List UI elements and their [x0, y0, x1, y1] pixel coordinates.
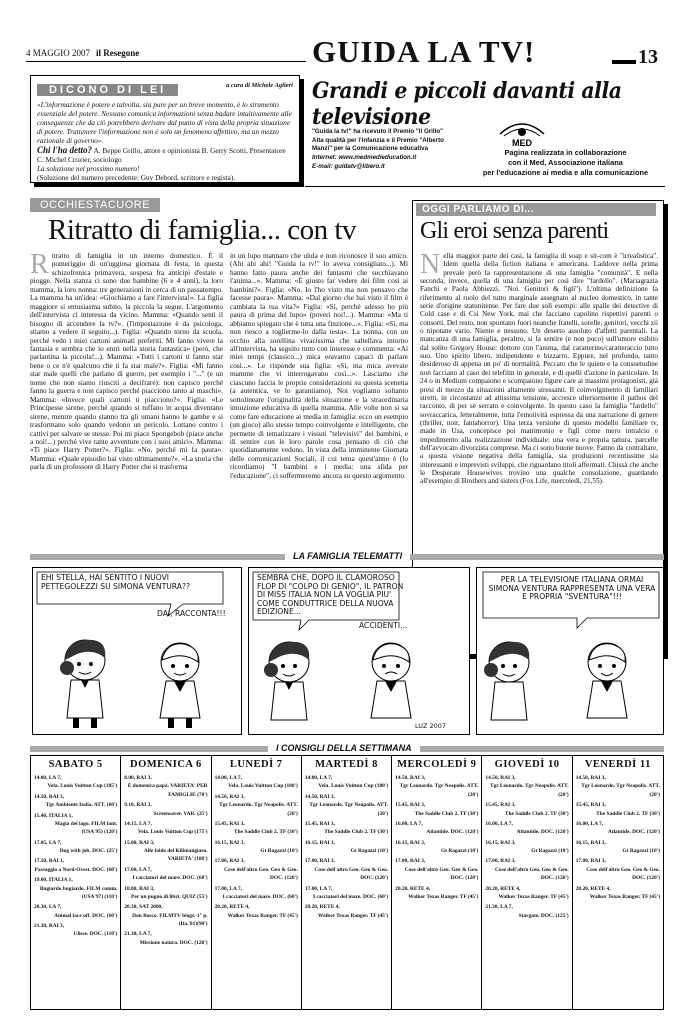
schedule-program: [485, 839, 568, 856]
program-time-channel: 14.50, RAI 3,: [34, 793, 65, 800]
dicono-prev-solution: (Soluzione del numero precedente: Guy Debord, scrittore e regista).: [37, 173, 236, 183]
program-time-channel: 20.20, RETE 4,: [304, 904, 340, 911]
program-time-channel: 20.20, RETE 4,: [395, 885, 431, 892]
program-title: Animal face off. DOC. (60'): [54, 912, 118, 919]
schedule-day-column: [482, 756, 572, 1009]
program-title: Vela. Louis Vuitton Cup (180'): [318, 783, 389, 790]
program-title: Vela. Louis Vuitton Cup (175'): [137, 829, 208, 836]
award-line-2: Alta qualità per l'infanzia e il Premio "Alberto: [312, 136, 444, 144]
program-title: Tgr Leonardo. Tgr Neapolis. ATT. (20'): [581, 783, 660, 798]
schedule-program: [34, 793, 117, 810]
program-time-channel: 17.00, RAI 3,: [304, 858, 335, 865]
eroi-headline: Gli eroi senza parenti: [420, 218, 609, 244]
schedule-program: [124, 839, 207, 864]
program-title: Per un pugno di libri. QUIZ (55'): [131, 893, 208, 900]
schedule-day-heading: DOMENICA 6: [130, 759, 202, 770]
program-title: Ulisse. DOC. (110'): [73, 931, 118, 938]
schedule-program: [305, 885, 388, 902]
ritratto-headline: Ritratto di famiglia... con tv: [48, 214, 356, 246]
publication-name: il Resegone: [96, 48, 140, 58]
program-time-channel: 17.00, LA 7,: [304, 885, 333, 892]
program-time-channel: 20.20, RETE 4,: [214, 904, 250, 911]
program-time-channel: 21.30, RAI 3,: [34, 923, 65, 929]
schedule-program: [395, 820, 478, 837]
comic-section-title: LA FAMIGLIA TELEMATTI: [285, 551, 410, 561]
collab-line-1: Pagina realizzata in collaborazione: [504, 148, 627, 157]
dicono-question: Chi l'ha detto?: [37, 145, 93, 156]
schedule-program: [215, 774, 298, 791]
program-time-channel: 8.00, RAI 3,: [124, 775, 152, 781]
issue-date: 4 MAGGIO 2007 il Resegone: [26, 48, 140, 58]
program-title: Tgr Leonardo. Tgr Neapolis. ATT. (20'): [399, 783, 479, 798]
schedule-program: [576, 857, 660, 882]
panel-1-speech: EHI STELLA, HAI SENTITO I NUOVI PETTEGOLEZZI SU SIMONA VENTURA??: [41, 573, 191, 591]
program-title: Gt Ragazzi (10'): [622, 848, 660, 854]
schedule-program: [485, 857, 568, 882]
schedule-program: [34, 922, 117, 939]
schedule-program: [34, 903, 117, 920]
girl-stella-figure: [60, 640, 105, 728]
program-title: È domenica papà. VARIETA' PER FAMIGLIE (70'): [127, 783, 208, 798]
schedule-program: [124, 866, 207, 883]
eroi-body: [420, 249, 658, 486]
schedule-program: [395, 857, 478, 882]
schedule-day-heading: MERCOLEDÌ 9: [397, 759, 477, 770]
program-time-channel: 20.20, RETE 4,: [575, 885, 611, 892]
schedule-program: [485, 903, 568, 920]
program-time-channel: 20.20, RETE 4,: [485, 885, 521, 892]
schedule-program: [485, 801, 568, 818]
award-website: Internet: www.medmedieducation.it: [312, 154, 417, 162]
program-time-channel: 16.00, LA 7,: [485, 820, 513, 827]
comic-signature: LUZ 2007: [415, 722, 447, 730]
schedule-program: [305, 839, 388, 856]
program-title: Cose dell'altro Geo. Geo & Geo. DOC. (120'): [404, 866, 479, 882]
program-title: Cose dell'altro Geo. Geo & Geo. DOC. (120'): [224, 866, 298, 882]
schedule-program: [305, 820, 388, 837]
comic-panel-1-art: [33, 568, 243, 736]
program-title: Atlantide. DOC. (120'): [516, 829, 569, 836]
dicono-title: DICONO DI LEI: [37, 84, 178, 96]
panel-2-speech: SEMBRA CHE, DOPO IL CLAMOROSO FLOP DI "COLPO DI GENIO", IL PATRON DI MISS ITALIA NON LA VOGLIA PIU' COME CONDUTTRICE DELLA NUOVA EDIZIONE...: [257, 573, 404, 616]
program-title: Stargate. DOC. (125'): [518, 912, 569, 919]
program-time-channel: 14.50, RAI 3,: [304, 793, 335, 800]
program-title: Walker Texas Ranger. TF (45'): [589, 893, 660, 900]
panel-2-reply: ACCIDENTI...: [359, 621, 408, 630]
girl-friend-figure-3: [587, 643, 627, 718]
program-time-channel: 14.15, LA 7,: [124, 820, 152, 827]
tv-schedule-table: [30, 755, 664, 1010]
eroi-section-label: OGGI PARLIAMO DI...: [416, 203, 656, 216]
program-title: Bugiardo bugiardo. FILM comm. (USA'97) (110'): [39, 885, 118, 900]
program-time-channel: 16.15, RAI 3,: [395, 839, 426, 846]
program-title: Walker Texas Ranger. TF (45'): [227, 912, 298, 919]
schedule-program: [395, 839, 478, 856]
program-title: Don Bosco. FILMTV biogr.-1° p. (Ita.'01)(90'): [132, 912, 208, 927]
award-line-1: "Guida la tv!" ha ricevuto il Premio "Il Grillo": [312, 128, 444, 135]
program-title: Cose dell'altro Geo. Geo & Geo. DOC. (120'): [586, 866, 660, 882]
dicono-di-lei-box: [30, 75, 300, 183]
program-time-channel: 14.00, LA 7,: [34, 775, 62, 781]
dicono-answers: A. Beppe Grillo, attore e opinionista B. Gerry Scotti, Presentatore C. Michel Crozier, sociologo: [37, 146, 286, 165]
program-time-channel: 16.15, RAI 3,: [485, 839, 516, 846]
schedule-program: [34, 876, 117, 901]
award-email: E-mail: guidatv@libero.it: [312, 162, 385, 170]
award-line-3: Manzi" per la Comunicazione educativa: [312, 145, 429, 153]
program-title: The Saddle Club 2. TF (30'): [324, 829, 389, 836]
program-title: I cacciatori del mare. DOC. (60'): [132, 875, 208, 882]
program-time-channel: 15.45, RAI 3,: [575, 802, 606, 809]
girl-stella-figure-3: [484, 642, 529, 720]
program-time-channel: 17.00, LA 7,: [124, 866, 152, 873]
schedule-day-column: [573, 756, 663, 1009]
program-title: Walker Texas Ranger. TF (45'): [317, 912, 389, 919]
program-title: The Saddle Club 2. TF (30'): [234, 829, 298, 836]
program-title: I cacciatori del mare. DOC. (60'): [222, 893, 298, 900]
program-time-channel: 15.45, RAI 3,: [304, 820, 335, 827]
girl-stella-figure-2: [264, 642, 309, 720]
schedule-day-heading: LUNEDÌ 7: [229, 759, 283, 770]
program-time-channel: 17.00, RAI 3,: [214, 858, 245, 865]
med-logo: [492, 112, 552, 150]
schedule-program: [34, 774, 117, 791]
schedule-program: [576, 820, 660, 837]
schedule-program: [34, 857, 117, 874]
comic-panel-3: [476, 567, 664, 735]
panel-1-reply: DAI, RACCONTA!!!: [157, 609, 226, 618]
program-time-channel: 20.30, SAT 2000,: [124, 904, 163, 911]
program-title: Passaggio a Nord-Ovest. DOC. (60'): [34, 866, 118, 873]
schedule-day-heading: SABATO 5: [48, 759, 103, 770]
schedule-program: [124, 885, 207, 902]
program-title: Cose dell'altro Geo. Geo & Geo. DOC. (120'): [314, 866, 389, 882]
consigli-section-title: I CONSIGLI DELLA SETTIMANA: [268, 743, 420, 753]
program-time-channel: 14.50, RAI 3,: [575, 775, 606, 781]
page-title: GUIDA LA TV!: [312, 34, 536, 69]
schedule-program: [395, 801, 478, 818]
schedule-program: [124, 930, 207, 947]
schedule-day-column: [302, 756, 392, 1009]
page-subtitle: Grandi e piccoli davanti alla televisione: [312, 78, 622, 130]
program-time-channel: 15.00, RAI 3,: [124, 839, 155, 846]
schedule-program: [124, 801, 207, 818]
program-time-channel: 16.00, LA 7,: [395, 820, 423, 827]
schedule-program: [215, 820, 298, 837]
program-title: The Saddle Club 2. TF (30'): [596, 810, 660, 817]
schedule-program: [576, 839, 660, 856]
program-title: I cacciatori del mare. DOC. (60'): [312, 893, 389, 900]
schedule-program: [395, 774, 478, 799]
schedule-program: [215, 857, 298, 882]
schedule-program: [124, 774, 207, 799]
comic-panel-2: [248, 567, 470, 735]
ritratto-section-label: OCCHIESTACUORE: [30, 198, 160, 212]
program-time-channel: 17.00, RAI 3,: [575, 858, 606, 865]
program-title: Gt Ragazzi (10'): [531, 848, 569, 854]
schedule-program: [305, 774, 388, 791]
program-time-channel: 21.30, LA 7,: [485, 904, 513, 911]
schedule-program: [215, 903, 298, 920]
program-time-channel: 20.30, LA 7,: [34, 904, 62, 911]
girl-friend-figure-2: [371, 643, 411, 718]
collab-line-3: per l'educazione ai media e alla comunicazione: [482, 167, 649, 177]
schedule-program: [215, 793, 298, 818]
schedule-day-column: [31, 756, 121, 1009]
med-logo-text: MED: [512, 138, 532, 148]
program-title: Tgr Ambiente Italia. ATT. (60'): [45, 802, 118, 809]
program-title: Tgr Leonardo. Tgr Neapolis. ATT. (20'): [309, 802, 389, 817]
header-bottom-rule: [305, 186, 665, 187]
program-time-channel: 19.00, ITALIA 1,: [34, 877, 73, 884]
schedule-day-column: [212, 756, 302, 1009]
eroi-dropcap: N: [420, 249, 441, 280]
page-number-bar: [612, 60, 636, 64]
schedule-program: [34, 839, 117, 856]
program-time-channel: 18.00, RAI 3,: [124, 885, 155, 892]
schedule-program: [124, 903, 207, 928]
dicono-credit: a cura di Michele Aglieri: [226, 82, 293, 89]
program-time-channel: 16.15, RAI 3,: [304, 839, 335, 846]
ritratto-column-1: [30, 249, 223, 472]
program-time-channel: 14.50, RAI 3,: [214, 793, 245, 800]
girl-friend-figure: [160, 643, 200, 728]
ritratto-dropcap: R: [30, 249, 49, 280]
program-time-channel: 9.10, RAI 3,: [124, 802, 152, 809]
program-title: Vela. Louis Vuitton Cup (185'): [47, 783, 118, 790]
schedule-day-heading: GIOVEDÌ 10: [494, 759, 560, 770]
ritratto-column-2: in un lupo mannaro che ulula e non riconosce il suo amico. (Ahi ahi ahi! "Guida la tv!" lo aveva consigliato...). Mi hanno fatto paura anche dei fantasmi che succhiavano l'anima...». Mamma: «È giusto far vedere dei film così ai bambini?». Figlia: «No. Io l'ho visto ma non pensavo che facesse paura». Mamma: «Dal giorno che hai visto il film è cambiata la tua vita?» Figlia: «Sì, perché adesso ho più paura di prima del lupo» (poveri noi!...). Mamma: «Ma ti abbiamo spiegato che è tutta una finzione...». Figlia: «Sì, ma non riesco a toglierme-lo dalla testa». La nonna, con un occhio alla sorellina vivacissima che saltellava intorno all'intervista, ha seguito tutto con interesse e commenta: «Ai miei tempi (classico...) mica eravamo capaci di parlare così...». Le risponde sua figlia: «Sì, ma mica avevate mamme che vi interrogavano così...». Lasciamo che ciascuno faccia le proprie considerazioni su questa scenetta (a autentica, ve lo garantiamo). Noi vogliamo soltanto sottolineare l'originalità della situazione e la straordinaria intuizione educativa di quella mamma. Alle volte non si sa come fare educazione ai media in famiglia: ecco un esempio (un gioco) allo stesso tempo coinvolgente e intelligente, che permette di tematizzare i vissuti "televisivi" dei bambini, e di sentire con le loro parole cosa pensano di ciò che quotidianamente vedono. In vista della imminente Giornata delle comunicazioni Sociali, il cui tema quest'anno è (lo ricordiamo) "I bambini e i media: una sfida per l'educazione", ci soffermeremo ancora su questo argomento.: [230, 251, 408, 480]
panel-3-speech: PER LA TELEVISIONE ITALIANA ORMAI SIMONA VENTURA RAPPRESENTA UNA VERA E PROPRIA "SVENTURA"!!!: [488, 575, 656, 601]
schedule-program: [576, 774, 660, 799]
program-title: Vela. Louis Vuitton Cup (180'): [228, 783, 298, 790]
schedule-program: [215, 885, 298, 902]
program-time-channel: 14.00, LA 7,: [304, 775, 333, 781]
program-title: Gt Ragazzi (10'): [260, 848, 298, 854]
ritratto-col1-text: itratto di famiglia in un interno domestico. È il pomeriggio di un'uggiosa giornata di festa, in questa schizofrenica primavera, sospesa fra anticipi d'estate e piogge. Nella stanza ci sono due bambine (6 e 4 anni), la loro mamma, la loro nonna: tre generazioni in cerca di un passatempo. La mamma ha un'idea: «Giochiamo a fare l'intervista!». La figlia maggiore si entusiasma subito, la piccola la segue. L'argomento dell'intervista ci interessa da vicino. Mamma: «Quando senti il bisogno di accendere la tv?». (l'impostazione è da psicologa, stiamo a vedere il seguito...). Figlia: «Quando torno da scuola, perché vedo i miei cartoni animati preferiti. Mi fanno vivere la fantasia e sembra che io entri nella storia fantastica» (però, che parlantina la piccola!...). Mamma: «Tutti i cartoni ti fanno star bene o ce n'è qualcuno che ti fa star male?». Figlia: «Mi fanno star male quelli che parlano di guerre, per esempio i "..." (e un nome che non siamo riusciti a decifrare): non capisco perché fanno la guerra e non capisco perché piacciono tanto ai maschi». Mamma: «Invece quali cartoni ti piacciono?». Figlia: «Le Principesse sirene, perché quando si tuffano in acqua diventano sirene, mentre quando stanno tra gli umani hanno le gambe e si trasformano solo quando vedono un pericolo. Lottano contro i cattivi per salvare se stesse. Poi mi piace Spongebob (piace anche a noi!...) perché vive tante avventure con i suoi amici». Mamma: «Ti piace Harry Potter?». Figlia: «No, perché mi fa paura». Mamma: «Quale episodio hai visto ultimamente?». «La storia che parla di un professore di Harry Potter che si trasforma: [30, 251, 223, 472]
program-title: Magia del lago. FILM fant. (USA'95) (120'): [54, 820, 118, 836]
program-title: Dog with job. DOC. (25'): [59, 848, 118, 854]
schedule-day-column: [121, 756, 211, 1009]
schedule-day-heading: MARTEDÌ 8: [315, 759, 378, 770]
collab-line-2: con il Med, Associazione italiana: [508, 157, 623, 167]
program-title: The Saddle Club 2. TF (30'): [414, 810, 479, 817]
program-title: Missione natura. DOC. (120'): [139, 939, 208, 946]
dicono-quote: «L'informazione è potere e talvolta, sia pure per un breve momento, è lo strumento essenziale del potere. Nessuno comunica informazioni senza badare intuitivamente alle conseguenze che da ciò potrebbero derivare dal punto di vista della propria situazione di potere. Trattenere l'informazione non è solo un fenomeno affettivo, ma un mezzo razionale di governo».: [37, 100, 292, 145]
schedule-program: [576, 885, 660, 902]
schedule-program: [215, 839, 298, 856]
program-title: Cose dell'altro Geo. Geo & Geo. DOC. (120'): [494, 866, 569, 882]
eroi-body-text: ella maggior parte dei casi, la famiglia di soap e sit-com è "irrealistica". Idem quella della fiction italiana e americana. Laddove nella prima prevale però la rappresentazione di una famiglia "comunità". E nella seconda, invece, quella di una famiglia per così dire "fardello". (Mariagrazia Fanchi e Paola Abbiezzi, "Noi. Genitori & figli"). L'ultima definizione fa riferimento al ruolo del tutto marginale assegnato al nucleo domestico, in tante serie d'origine statunitense. Per fare due soli esempi: alle spalle dei detective di Cold case e di Csi New York, mai che facciano capolino rispettivi parenti o consorti. Del resto, non spuntano fuori neanche fratelli, sorelle, genitori, vecchi zii o nipotane vario. Niente e nessuno. Un deserto assoluto d'affetti parentali. La mancanza di una famiglia, peraltro, si fa sentire (e non poco) sull'umore esibito dal solito Gregory House: dottore con l'anima, dal caratterino/caratteraccio tutto suo. Uno spirito libero, indipendente e bizzarro. Eppure, nel profondo, tanto desideroso di appena un po' di normalità. Peccato che le quiete e la consuetudine non facciano al caso dei telefilm in generale, e di quelli d'azione in particolare. In 24 o in Medium compaiono e scompaiono figure care ai massimi protagonisti, già presi di mezzo da situazioni altamente stressanti. Il coinvolgimento di familiari stretti, in circostanze ad altissima tensione, accresce ulteriormente il pathos del racconto, di per sé serrato e coinvolgente. In questo caso la famiglia "fardello" sovraccarica, letteralmente, tutta l'emotività espressa da una narrazione di genere (thriller, noir, fantahorror). Una terza versione di questo modello familiare tv, made in Usa, concepisce poi matrimonio e figli come mero intralcio e impedimento alla realizzazione individuale: una vera e propria tattura, parcelle dell'avvocato divorzista comprese. Ma ci sono buone nuove. Fanno da contraltare, a questa visione negativa della famiglia, sia produzioni recentissime sia interessanti e imprevisti sviluppi, che riguardano titoli affermati. Chissà che anche le Desperate Housewives trovino una qualche consolazione, guardando all'esempio di Brothers and sisters (Fox Life, mercoledì, 21,55).: [420, 252, 658, 486]
program-title: Walker Texas Ranger. TF (45'): [498, 893, 569, 900]
program-title: Alle falde del Kilimangiaro. VARIETA' (180'): [143, 848, 208, 863]
schedule-program: [34, 812, 117, 837]
program-time-channel: 17.50, RAI 1,: [34, 858, 65, 865]
program-time-channel: 16.00, LA 7,: [575, 820, 604, 827]
program-time-channel: 17.05, LA 7,: [34, 839, 62, 846]
program-title: Walker Texas Ranger. TF (45'): [408, 893, 479, 900]
program-time-channel: 16.15, RAI 3,: [575, 839, 606, 846]
program-time-channel: 14.00, LA 7,: [214, 775, 242, 781]
program-time-channel: 21.30, LA 7,: [124, 931, 152, 938]
program-title: Tgr Leonardo. Tgr Neapolis. ATT. (20'): [489, 783, 569, 798]
program-title: The Saddle Club 2. TF (30'): [504, 810, 569, 817]
program-time-channel: 17.00, RAI 3,: [485, 858, 516, 865]
page-number: 13: [638, 46, 658, 68]
dicono-next: La soluzione nel prossimo numero!: [37, 164, 140, 174]
program-time-channel: 15.40, ITALIA 1,: [34, 812, 73, 819]
comic-panel-1: [32, 567, 242, 735]
program-title: Gt Ragazzi (10'): [440, 848, 479, 854]
program-title: Screensaver. VAR. (25'): [153, 810, 208, 817]
schedule-program: [485, 885, 568, 902]
program-time-channel: 17.00, LA 7,: [214, 885, 242, 892]
schedule-program: [305, 793, 388, 818]
schedule-program: [395, 885, 478, 902]
header-divider: [26, 61, 306, 62]
award-info: [312, 128, 492, 171]
schedule-program: [305, 903, 388, 920]
program-time-channel: 16.15, RAI 3,: [214, 839, 245, 846]
program-title: Atlantide. DOC. (120'): [426, 829, 479, 836]
collaboration-note: [468, 148, 663, 178]
program-title: Tgr Leonardo. Tgr Neapolis. ATT. (20'): [219, 802, 298, 817]
program-title: Gt Ragazzi (10'): [350, 848, 389, 854]
program-time-channel: 15.45, RAI 3,: [395, 802, 426, 809]
schedule-program: [305, 857, 388, 882]
program-time-channel: 14.50, RAI 3,: [485, 775, 516, 781]
program-time-channel: 15.45, RAI 3,: [485, 802, 516, 809]
schedule-day-column: [392, 756, 482, 1009]
program-time-channel: 14.50, RAI 3,: [395, 775, 426, 781]
schedule-program: [576, 801, 660, 818]
schedule-program: [485, 774, 568, 799]
schedule-day-heading: VENERDÌ 11: [584, 759, 651, 770]
schedule-program: [124, 820, 207, 837]
program-time-channel: 17.00, RAI 3,: [395, 858, 426, 865]
program-time-channel: 15.45, RAI 3,: [214, 820, 245, 827]
schedule-program: [485, 820, 568, 837]
program-title: Atlantide. DOC. (120'): [607, 829, 660, 836]
